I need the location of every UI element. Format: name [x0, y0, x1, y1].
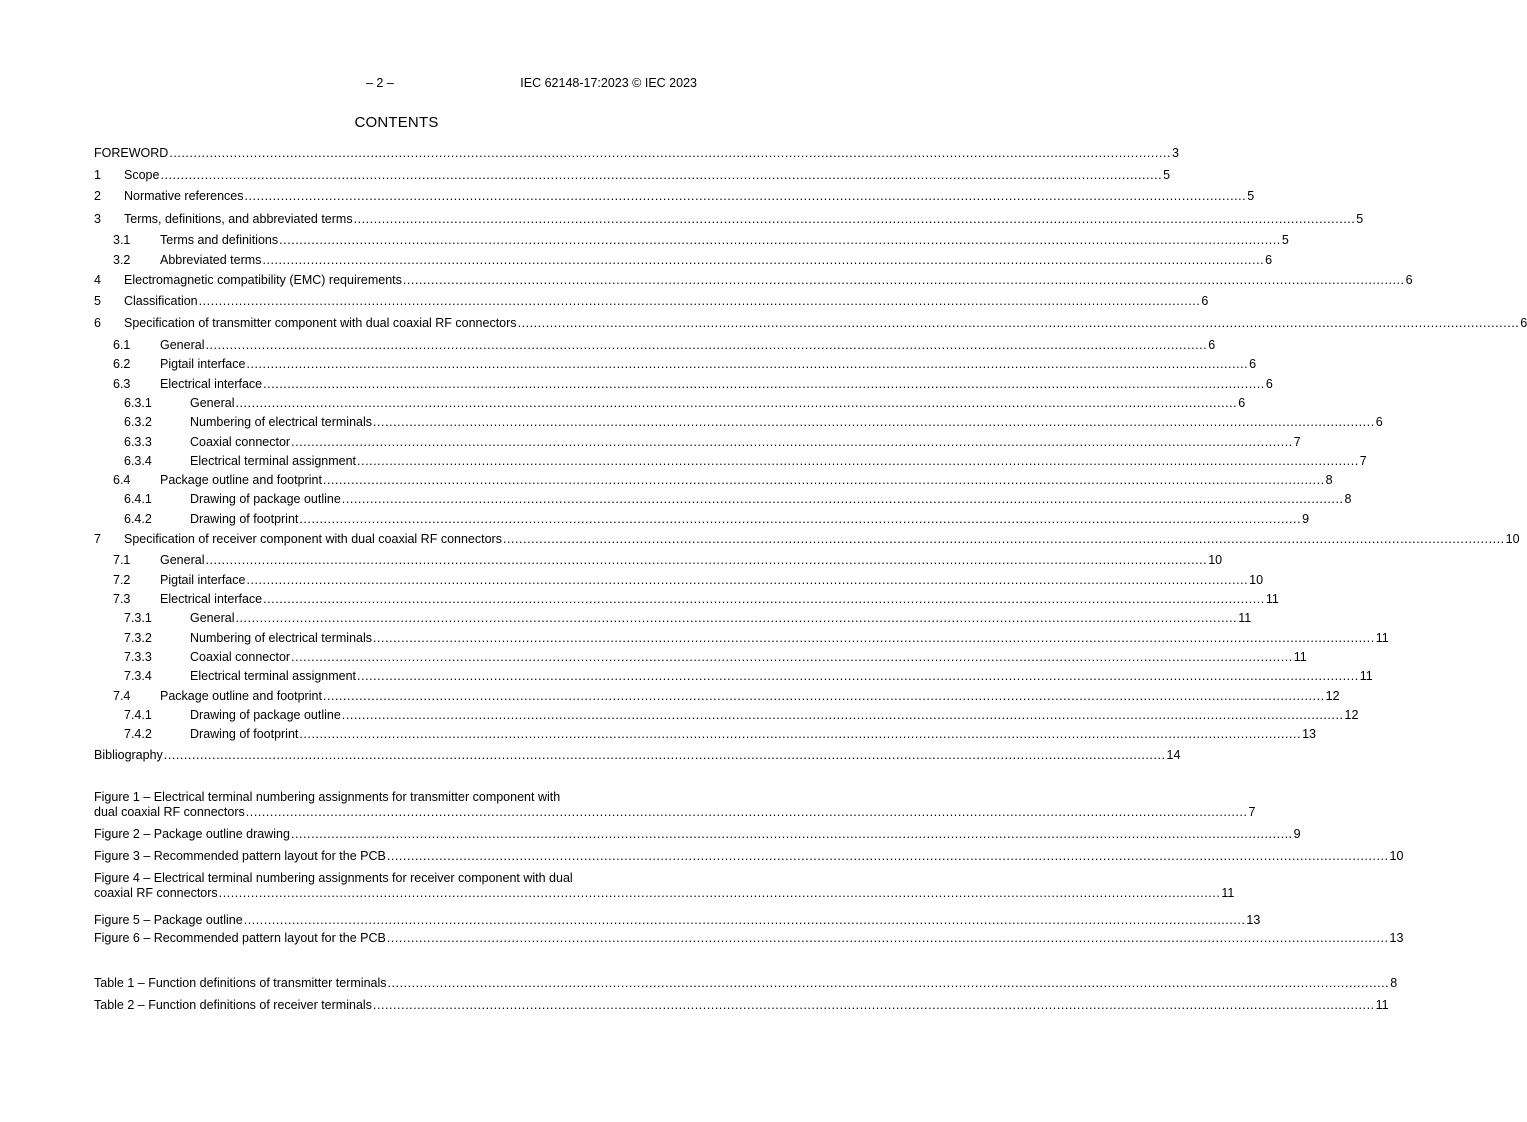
entry-row [94, 748, 1181, 763]
toc-entry[interactable] [94, 631, 1389, 646]
entry-title: coaxial RF connectors [94, 886, 218, 900]
toc-entry[interactable] [94, 338, 1216, 353]
section-number: 7.2 [113, 573, 131, 587]
entry-row [94, 553, 1223, 568]
entry-row [94, 512, 1310, 527]
page-ref: 8 [1344, 492, 1352, 506]
page-ref: 11 [1359, 669, 1373, 683]
entry-title: Figure 3 – Recommended pattern layout for the PCB [94, 849, 386, 863]
entry-title: Electrical interface [160, 377, 263, 391]
toc-entry[interactable] [94, 727, 1316, 742]
dot-leader [373, 415, 1375, 430]
dot-leader [245, 189, 1247, 204]
entry-title: Classification [124, 294, 198, 308]
entry-row [94, 976, 1398, 991]
entry-title: Table 1 – Function definitions of transmitter terminals [94, 976, 387, 990]
entry-title: Drawing of package outline [190, 492, 341, 506]
entry-row [94, 650, 1307, 665]
page-ref: 6 [1208, 338, 1216, 352]
section-number: 6.1 [113, 338, 131, 352]
section-number: 2 [94, 189, 101, 203]
entry-row [94, 573, 1264, 588]
section-number: 6.3.1 [124, 396, 152, 410]
dot-leader [518, 316, 1520, 331]
entry-title: General [190, 396, 235, 410]
section-number: 7.3.1 [124, 611, 152, 625]
dot-leader [373, 631, 1375, 646]
dot-leader [205, 338, 1207, 353]
section-number: 1 [94, 168, 101, 182]
dot-leader [342, 708, 1344, 723]
figure-entry[interactable] [94, 871, 1235, 901]
table-entry[interactable] [94, 998, 1389, 1013]
toc-entry[interactable] [94, 708, 1359, 723]
dot-leader [299, 512, 1301, 527]
toc-entry[interactable] [94, 357, 1257, 372]
entry-row [94, 631, 1389, 646]
dot-leader [199, 294, 1201, 309]
page-ref: 12 [1325, 689, 1340, 703]
toc-entry[interactable] [94, 650, 1307, 665]
page-ref: 11 [1293, 650, 1307, 664]
page-ref: 3 [1172, 146, 1179, 160]
entry-row [94, 492, 1352, 507]
page-ref: 10 [1249, 573, 1264, 587]
entry-row [94, 998, 1389, 1013]
dot-leader [357, 454, 1359, 469]
toc-entry[interactable] [94, 146, 1179, 161]
toc-entry[interactable] [94, 273, 1413, 288]
entry-title: Coaxial connector [190, 650, 291, 664]
page-ref: 8 [1325, 473, 1333, 487]
toc-entry[interactable] [94, 212, 1364, 227]
page-ref: 6 [1520, 316, 1527, 330]
entry-title: Normative references [124, 189, 244, 203]
page-ref: 13 [1389, 931, 1404, 945]
entry-row [94, 532, 1520, 547]
page-ref: 6 [1265, 253, 1273, 267]
entry-row [94, 189, 1255, 204]
dot-leader [244, 913, 1246, 928]
toc-entry[interactable] [94, 233, 1289, 248]
page-ref: 7 [1293, 435, 1301, 449]
figure-entry[interactable] [94, 913, 1261, 928]
entry-title: Table 2 – Function definitions of receiver terminals [94, 998, 372, 1012]
entry-title: Pigtail interface [160, 573, 246, 587]
page-ref: 5 [1356, 212, 1364, 226]
table-entry[interactable] [94, 976, 1398, 991]
section-number: 5 [94, 294, 101, 308]
section-number: 7.3 [113, 592, 131, 606]
dot-leader [299, 727, 1301, 742]
dot-leader [246, 357, 1248, 372]
page-ref: 11 [1375, 631, 1389, 645]
entry-title: Numbering of electrical terminals [190, 415, 373, 429]
toc-entry[interactable] [94, 748, 1181, 763]
section-number: 3 [94, 212, 101, 226]
section-number: 7.4 [113, 689, 131, 703]
entry-row [94, 316, 1527, 331]
toc-entry[interactable] [94, 168, 1171, 183]
page-ref: 12 [1344, 708, 1359, 722]
page-ref: 9 [1293, 827, 1301, 841]
section-number: 6.3.4 [124, 454, 152, 468]
dot-leader [235, 396, 1237, 411]
dot-leader [342, 492, 1344, 507]
dot-leader [403, 273, 1405, 288]
page-ref: 10 [1389, 849, 1404, 863]
section-number: 6.2 [113, 357, 131, 371]
entry-title: Scope [124, 168, 160, 182]
dot-leader [357, 669, 1359, 684]
section-number: 7.1 [113, 553, 131, 567]
dot-leader [291, 650, 1293, 665]
entry-row [94, 849, 1404, 864]
toc-entry[interactable] [94, 377, 1273, 392]
page-ref: 5 [1281, 233, 1289, 247]
page-ref: 10 [1208, 553, 1223, 567]
page-ref: 5 [1163, 168, 1171, 182]
toc-entry[interactable] [94, 553, 1223, 568]
toc-entry[interactable] [94, 473, 1333, 488]
entry-title: Drawing of footprint [190, 727, 299, 741]
page-ref: 10 [1505, 532, 1520, 546]
entry-row [94, 435, 1301, 450]
toc-entry[interactable] [94, 492, 1352, 507]
section-number: 7.3.2 [124, 631, 152, 645]
toc-entry[interactable] [94, 512, 1310, 527]
entry-row [94, 168, 1171, 183]
page-ref: 6 [1265, 377, 1273, 391]
entry-row [94, 611, 1252, 626]
entry-title: Pigtail interface [160, 357, 246, 371]
dot-leader [205, 553, 1207, 568]
section-number: 6.3.2 [124, 415, 152, 429]
section-number: 7.4.1 [124, 708, 152, 722]
page-ref: 14 [1166, 748, 1181, 762]
section-number: 4 [94, 273, 101, 287]
page-title: CONTENTS [354, 114, 439, 131]
section-number: 7.3.3 [124, 650, 152, 664]
page-ref: 6 [1201, 294, 1209, 308]
entry-title: Specification of receiver component with dual coaxial RF connectors [124, 532, 502, 546]
entry-title: Numbering of electrical terminals [190, 631, 373, 645]
dot-leader [354, 212, 1356, 227]
dot-leader [387, 849, 1389, 864]
toc-entry[interactable] [94, 573, 1264, 588]
entry-title: FOREWORD [94, 146, 169, 160]
dot-leader [323, 689, 1325, 704]
entry-title: Electrical terminal assignment [190, 454, 357, 468]
dot-leader [246, 805, 1248, 820]
entry-title: Figure 5 – Package outline [94, 913, 243, 927]
entry-title: Package outline and footprint [160, 689, 322, 703]
dot-leader [291, 827, 1293, 842]
entry-title: Package outline and footprint [160, 473, 322, 487]
dot-leader [387, 931, 1389, 946]
dot-leader [323, 473, 1325, 488]
figure-entry[interactable] [94, 790, 1256, 820]
dot-leader [291, 435, 1293, 450]
page-ref: 11 [1375, 998, 1389, 1012]
entry-row [94, 273, 1413, 288]
toc-entry[interactable] [94, 396, 1246, 411]
entry-row [94, 473, 1333, 488]
entry-row [94, 377, 1273, 392]
entry-title: Drawing of package outline [190, 708, 341, 722]
figure-entry[interactable] [94, 827, 1301, 842]
toc-entry[interactable] [94, 454, 1367, 469]
entry-title: Terms, definitions, and abbreviated terms [124, 212, 353, 226]
page-ref: 11 [1238, 611, 1252, 625]
entry-title: dual coaxial RF connectors [94, 805, 245, 819]
entry-title: Terms and definitions [160, 233, 279, 247]
section-number: 6.4 [113, 473, 131, 487]
entry-row [94, 689, 1340, 704]
entry-row [94, 212, 1364, 227]
entry-row [94, 669, 1373, 684]
entry-row [94, 146, 1179, 161]
dot-leader [164, 748, 1166, 763]
entry-title: Specification of transmitter component with dual coaxial RF connectors [124, 316, 517, 330]
entry-row [94, 294, 1209, 309]
page-ref: 11 [1265, 592, 1279, 606]
entry-row [94, 931, 1404, 946]
figure-entry[interactable] [94, 849, 1404, 864]
page-ref: 8 [1390, 976, 1398, 990]
dot-leader [388, 976, 1390, 991]
toc-entry[interactable] [94, 415, 1383, 430]
entry-title: Abbreviated terms [160, 253, 262, 267]
section-number: 7 [94, 532, 101, 546]
entry-row [94, 727, 1316, 742]
entry-row [94, 338, 1216, 353]
entry-row [94, 886, 1235, 901]
figure-entry[interactable] [94, 931, 1404, 946]
entry-title: Coaxial connector [190, 435, 291, 449]
page-ref: 13 [1302, 727, 1316, 741]
toc-entry[interactable] [94, 294, 1209, 309]
dot-leader [219, 886, 1221, 901]
entry-row [94, 592, 1279, 607]
entry-title: Electromagnetic compatibility (EMC) requirements [124, 273, 402, 287]
entry-row [94, 357, 1257, 372]
section-number: 6 [94, 316, 101, 330]
entry-title: General [160, 338, 205, 352]
dot-leader [279, 233, 1281, 248]
page-ref: 6 [1238, 396, 1246, 410]
entry-title: Figure 2 – Package outline drawing [94, 827, 290, 841]
entry-title: General [160, 553, 205, 567]
page-ref: 9 [1302, 512, 1310, 526]
section-number: 6.3 [113, 377, 131, 391]
dot-leader [160, 168, 1162, 183]
dot-leader [262, 253, 1264, 268]
entry-row [94, 253, 1273, 268]
toc-entry[interactable] [94, 611, 1252, 626]
entry-title: Bibliography [94, 748, 163, 762]
page-ref: 7 [1359, 454, 1367, 468]
page-ref: 6 [1375, 415, 1383, 429]
dot-leader [263, 377, 1265, 392]
dot-leader [169, 146, 1171, 161]
page-ref: 5 [1247, 189, 1255, 203]
toc-entry[interactable] [94, 592, 1279, 607]
page-ref: 7 [1248, 805, 1256, 819]
dot-leader [246, 573, 1248, 588]
toc-entry[interactable] [94, 532, 1520, 547]
page-number: – 2 – [366, 76, 394, 90]
entry-title-first-line: Figure 1 – Electrical terminal numbering assignments for transmitter component with [94, 790, 561, 804]
section-number: 3.2 [113, 253, 131, 267]
entry-title-first-line: Figure 4 – Electrical terminal numbering assignments for receiver component with dual [94, 871, 573, 885]
entry-row [94, 233, 1289, 248]
entry-title: General [190, 611, 235, 625]
toc-entry[interactable] [94, 189, 1255, 204]
section-number: 7.3.4 [124, 669, 152, 683]
entry-title: Figure 6 – Recommended pattern layout for the PCB [94, 931, 386, 945]
entry-row [94, 454, 1367, 469]
entry-title: Drawing of footprint [190, 512, 299, 526]
document-id: IEC 62148-17:2023 © IEC 2023 [520, 76, 697, 90]
section-number: 6.4.1 [124, 492, 152, 506]
toc-entry[interactable] [94, 435, 1301, 450]
page-ref: 6 [1249, 357, 1257, 371]
entry-title: Electrical terminal assignment [190, 669, 357, 683]
page-ref: 13 [1246, 913, 1261, 927]
section-number: 6.3.3 [124, 435, 152, 449]
toc-entry[interactable] [94, 689, 1340, 704]
toc-entry[interactable] [94, 253, 1273, 268]
toc-entry[interactable] [94, 669, 1373, 684]
entry-row [94, 396, 1246, 411]
entry-row [94, 913, 1261, 928]
dot-leader [373, 998, 1375, 1013]
section-number: 3.1 [113, 233, 131, 247]
dot-leader [503, 532, 1505, 547]
entry-row [94, 827, 1301, 842]
entry-title: Electrical interface [160, 592, 263, 606]
page-ref: 11 [1221, 886, 1235, 900]
section-number: 6.4.2 [124, 512, 152, 526]
dot-leader [263, 592, 1265, 607]
section-number: 7.4.2 [124, 727, 152, 741]
entry-row [94, 805, 1256, 820]
entry-row [94, 708, 1359, 723]
toc-entry[interactable] [94, 316, 1527, 331]
page-ref: 6 [1405, 273, 1413, 287]
entry-row [94, 415, 1383, 430]
dot-leader [235, 611, 1237, 626]
